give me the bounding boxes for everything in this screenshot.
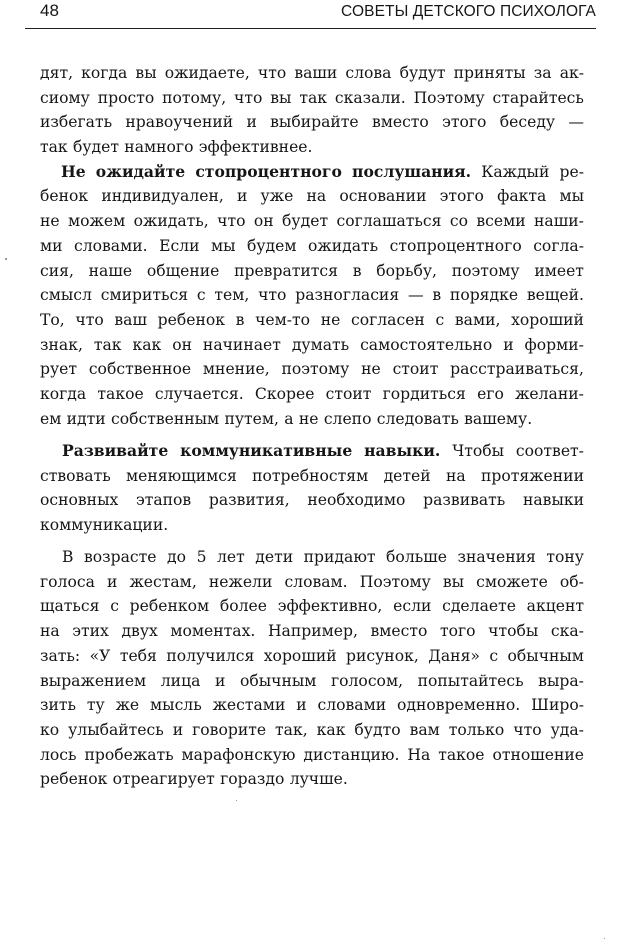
word: Поэтому: [413, 88, 485, 107]
word: и: [172, 720, 184, 739]
word: расстраиваться,: [450, 360, 584, 379]
word: чем-то: [255, 310, 311, 329]
word: вы: [442, 572, 465, 591]
word: больше: [386, 548, 447, 567]
paragraph: [40, 61, 584, 160]
word: об-: [559, 572, 584, 591]
word: зать:: [40, 646, 81, 665]
word: более: [219, 597, 267, 616]
word: общение: [146, 261, 220, 280]
word: сказали.: [334, 88, 406, 107]
word: Если: [159, 236, 200, 255]
word: потребностям: [252, 466, 369, 485]
text-line: [40, 718, 584, 743]
text-line: [40, 570, 584, 595]
word: вещей.: [526, 286, 584, 305]
word: значения: [457, 548, 536, 567]
word: а: [284, 409, 294, 428]
word: когда: [81, 64, 128, 82]
text-line: [40, 184, 584, 209]
word: навыки: [522, 491, 584, 510]
word: нравоучений: [125, 113, 234, 132]
body-text: [40, 61, 584, 792]
text-line: [40, 743, 584, 768]
word: лучше.: [289, 770, 348, 789]
word: дят,: [40, 64, 74, 82]
word: жестам,: [129, 572, 197, 591]
word: щаться: [40, 597, 100, 616]
word: двух: [121, 622, 158, 641]
word: начинает: [202, 335, 281, 354]
word: уда-: [550, 720, 584, 739]
text-line: [40, 464, 584, 489]
word: и: [246, 113, 257, 132]
text-line: [40, 110, 584, 135]
word: собственным: [110, 409, 220, 428]
word: придают: [303, 548, 376, 567]
word: развивать: [423, 491, 506, 510]
word: так,: [275, 720, 308, 739]
text-line: [40, 234, 584, 259]
word: что: [513, 720, 542, 739]
word: ребенком: [129, 597, 210, 616]
word: вы: [270, 88, 292, 107]
word: ожидать,: [133, 212, 209, 231]
word: до: [167, 548, 187, 567]
text-line: [40, 135, 584, 160]
word: говорите: [192, 720, 267, 739]
word: если: [393, 597, 432, 616]
word: просто: [97, 88, 155, 107]
word: всеми: [476, 212, 526, 231]
word: как: [316, 720, 346, 739]
word: смысл: [40, 286, 92, 305]
word: получился: [166, 646, 255, 665]
word: желани-: [515, 384, 584, 403]
word: хороший: [511, 310, 584, 329]
word: дети: [255, 548, 294, 567]
word: в: [432, 286, 442, 305]
word: голосом,: [330, 671, 404, 690]
word: отреагирует: [112, 770, 215, 789]
word: детей: [383, 466, 431, 485]
word: на: [306, 187, 327, 206]
word: и: [236, 187, 248, 206]
word: рует: [40, 360, 78, 379]
word: голоса: [40, 572, 95, 591]
word: ваш: [114, 310, 147, 329]
word: и: [106, 572, 118, 591]
word: ак-: [559, 64, 584, 82]
word: эффективно,: [277, 597, 383, 616]
word: имеет: [534, 261, 584, 280]
word: обычным: [507, 646, 584, 665]
word: лица: [160, 671, 201, 690]
word: разногласия: [295, 286, 400, 305]
text-line: [40, 439, 584, 464]
word: думать: [291, 335, 350, 354]
text-line: [40, 308, 584, 333]
word: же: [115, 696, 140, 715]
word: самостоятельно: [360, 335, 493, 354]
scan-speck: [5, 258, 7, 260]
word: необходимо: [307, 491, 406, 510]
word: мнение,: [202, 360, 270, 379]
bold-word: коммуникативные: [180, 440, 353, 460]
word: сделаете: [442, 597, 516, 616]
text-line: [40, 259, 584, 284]
bold-word: ожидайте: [95, 161, 186, 181]
word: будет: [72, 138, 119, 157]
word: лет: [217, 548, 245, 567]
word: слепо: [323, 409, 372, 428]
word: —: [407, 286, 424, 305]
word: марафонскую: [181, 745, 296, 764]
paragraph: [40, 439, 584, 538]
word: следовать: [376, 409, 459, 428]
word: попытайтесь: [417, 671, 524, 690]
text-line: [40, 488, 584, 513]
word: обычным: [239, 671, 317, 690]
word: превратится: [234, 261, 338, 280]
word: мы: [210, 236, 236, 255]
word: пробежать: [84, 745, 174, 764]
word: вам: [409, 720, 440, 739]
word: с: [435, 310, 445, 329]
word: хороший: [263, 646, 337, 665]
word: старайтесь: [492, 88, 584, 107]
word: ствовать: [40, 466, 111, 485]
word: одновременно.: [397, 696, 521, 715]
word: на: [40, 622, 60, 641]
word: будем: [246, 236, 297, 255]
word: идти: [66, 409, 106, 428]
word: словами.: [74, 236, 148, 255]
word: в: [352, 261, 362, 280]
word: наше: [88, 261, 133, 280]
running-head-title: СОВЕТЫ ДЕТСКОГО ПСИХОЛОГА: [341, 3, 596, 20]
text-line: [40, 644, 584, 669]
word: ожидаете,: [164, 64, 250, 82]
word: он: [172, 335, 192, 354]
word: ребенок: [157, 310, 225, 329]
word: ко: [40, 720, 60, 739]
word: можем: [68, 212, 126, 231]
word: стоит: [392, 360, 439, 379]
word: так: [40, 138, 68, 157]
word: не: [320, 310, 341, 329]
word: с: [489, 646, 499, 665]
word: лось: [40, 745, 77, 764]
word: В: [62, 548, 74, 567]
word: соответ-: [515, 441, 584, 460]
word: индивидуален,: [101, 187, 224, 206]
word: путем,: [224, 409, 279, 428]
word: меняющимся: [126, 466, 237, 485]
word: форми-: [524, 335, 584, 354]
word: будут: [399, 64, 446, 82]
paragraph: [40, 160, 584, 432]
text-line: [40, 767, 584, 792]
word: акцент: [526, 597, 584, 616]
text-line: [40, 594, 584, 619]
word: выражением: [40, 671, 147, 690]
word: такое: [97, 384, 144, 403]
word: знак,: [40, 335, 83, 354]
word: того: [440, 622, 476, 641]
word: этих: [72, 622, 109, 641]
word: вместо: [371, 113, 429, 132]
word: согла-: [533, 236, 584, 255]
word: согласен: [350, 310, 425, 329]
word: в: [235, 310, 245, 329]
word: стопроцентного: [389, 236, 522, 255]
word: ожидать: [307, 236, 379, 255]
word: —: [568, 113, 584, 132]
bold-word: стопроцентного: [195, 161, 342, 181]
word: приняты: [453, 64, 526, 82]
word: не: [298, 409, 319, 428]
word: тебя: [119, 646, 157, 665]
word: бенок: [40, 187, 89, 206]
word: намного: [124, 138, 194, 157]
word: потому,: [162, 88, 227, 107]
text-line: [40, 283, 584, 308]
text-line: [40, 619, 584, 644]
word: ребенок: [40, 770, 108, 789]
word: 5: [196, 548, 207, 567]
word: развития,: [208, 491, 290, 510]
word: ре-: [559, 162, 584, 181]
word: гораздо: [220, 770, 285, 789]
text-line: [40, 407, 584, 432]
word: Широ-: [531, 696, 584, 715]
word: так: [299, 88, 327, 107]
text-line: [40, 209, 584, 234]
word: этого: [442, 113, 487, 132]
word: зить: [40, 696, 77, 715]
word: Чтобы: [452, 441, 505, 460]
word: борьбу,: [376, 261, 437, 280]
word: этапов: [135, 491, 192, 510]
bold-word: послушания.: [352, 161, 472, 181]
word: и: [214, 671, 226, 690]
word: ем: [40, 409, 62, 428]
word: такое: [438, 745, 485, 764]
word: мысль: [150, 696, 202, 715]
text-line: [40, 86, 584, 111]
word: что: [257, 64, 287, 82]
word: сия,: [40, 261, 74, 280]
word: не: [361, 360, 381, 379]
word: уже: [260, 187, 294, 206]
word: ту: [86, 696, 105, 715]
word: сиому: [40, 88, 90, 107]
word: основных: [40, 491, 119, 510]
text-line: [40, 382, 584, 407]
word: беседу: [499, 113, 556, 132]
word: жестами: [212, 696, 286, 715]
word: ми: [40, 236, 63, 255]
word: То,: [40, 310, 65, 329]
text-line: [40, 357, 584, 382]
word: коммуникации.: [40, 515, 169, 534]
word: будет: [282, 212, 329, 231]
bold-word: Не: [61, 161, 86, 181]
word: сможете: [476, 572, 548, 591]
bold-word: Развивайте: [62, 440, 169, 460]
word: поэтому: [281, 360, 350, 379]
running-header: [25, 0, 596, 29]
word: и: [503, 335, 514, 354]
word: выбирайте: [270, 113, 359, 132]
word: дистанцию.: [303, 745, 400, 764]
word: что: [258, 286, 287, 305]
word: вами,: [454, 310, 501, 329]
text-line: [40, 513, 584, 538]
scan-speck: [236, 800, 237, 801]
word: Скорее: [254, 384, 315, 403]
word: слова: [345, 64, 392, 82]
word: Каждый: [481, 162, 550, 181]
word: На: [407, 745, 431, 764]
text-line: [40, 333, 584, 358]
text-line: [40, 545, 584, 570]
scan-speck: [604, 938, 605, 939]
word: основании: [339, 187, 427, 206]
word: Например,: [267, 622, 358, 641]
word: моментах.: [170, 622, 256, 641]
word: тем,: [214, 286, 250, 305]
word: собственное: [88, 360, 192, 379]
word: эффективнее.: [198, 138, 313, 157]
word: смириться: [100, 286, 189, 305]
word: вы: [135, 64, 157, 82]
word: стоит: [325, 384, 372, 403]
word: Даня»: [428, 646, 480, 665]
word: не: [40, 212, 60, 231]
word: что: [234, 88, 263, 107]
word: протяжении: [480, 466, 584, 485]
word: ваши: [294, 64, 338, 82]
word: он: [253, 212, 274, 231]
word: с: [110, 597, 119, 616]
word: что: [75, 310, 104, 329]
word: выра-: [538, 671, 584, 690]
word: избегать: [40, 113, 113, 132]
word: и: [296, 696, 307, 715]
word: ска-: [550, 622, 584, 641]
word: соглашаться: [336, 212, 442, 231]
word: возрасте: [83, 548, 157, 567]
word: тону: [546, 548, 584, 567]
word: словами: [317, 696, 387, 715]
text-line: [40, 669, 584, 694]
bold-word: навыки.: [364, 440, 441, 460]
word: с: [196, 286, 206, 305]
paragraph: [40, 545, 584, 792]
word: факта: [497, 187, 547, 206]
word: этого: [439, 187, 484, 206]
word: на: [445, 466, 466, 485]
text-line: [40, 693, 584, 718]
word: гордиться: [382, 384, 466, 403]
text-line: [40, 61, 584, 86]
word: что: [217, 212, 246, 231]
word: Поэтому: [359, 572, 431, 591]
word: рисунок,: [346, 646, 419, 665]
word: только: [448, 720, 505, 739]
word: вашему.: [464, 409, 533, 428]
word: словам.: [284, 572, 348, 591]
word: чтобы: [488, 622, 539, 641]
word: как: [132, 335, 162, 354]
word: когда: [40, 384, 87, 403]
word: так: [93, 335, 122, 354]
text-line: [40, 160, 584, 185]
word: вместо: [370, 622, 428, 641]
word: со: [449, 212, 468, 231]
page-number: 48: [40, 1, 59, 20]
word: за: [533, 64, 552, 82]
word: мы: [559, 187, 584, 206]
word: нежели: [208, 572, 273, 591]
word: его: [477, 384, 504, 403]
word: отношение: [492, 745, 584, 764]
word: порядке: [449, 286, 519, 305]
word: поэтому: [451, 261, 520, 280]
word: случается.: [154, 384, 244, 403]
word: улыбайтесь: [68, 720, 164, 739]
word: «У: [89, 646, 111, 665]
word: будто: [354, 720, 401, 739]
word: наши-: [534, 212, 584, 231]
